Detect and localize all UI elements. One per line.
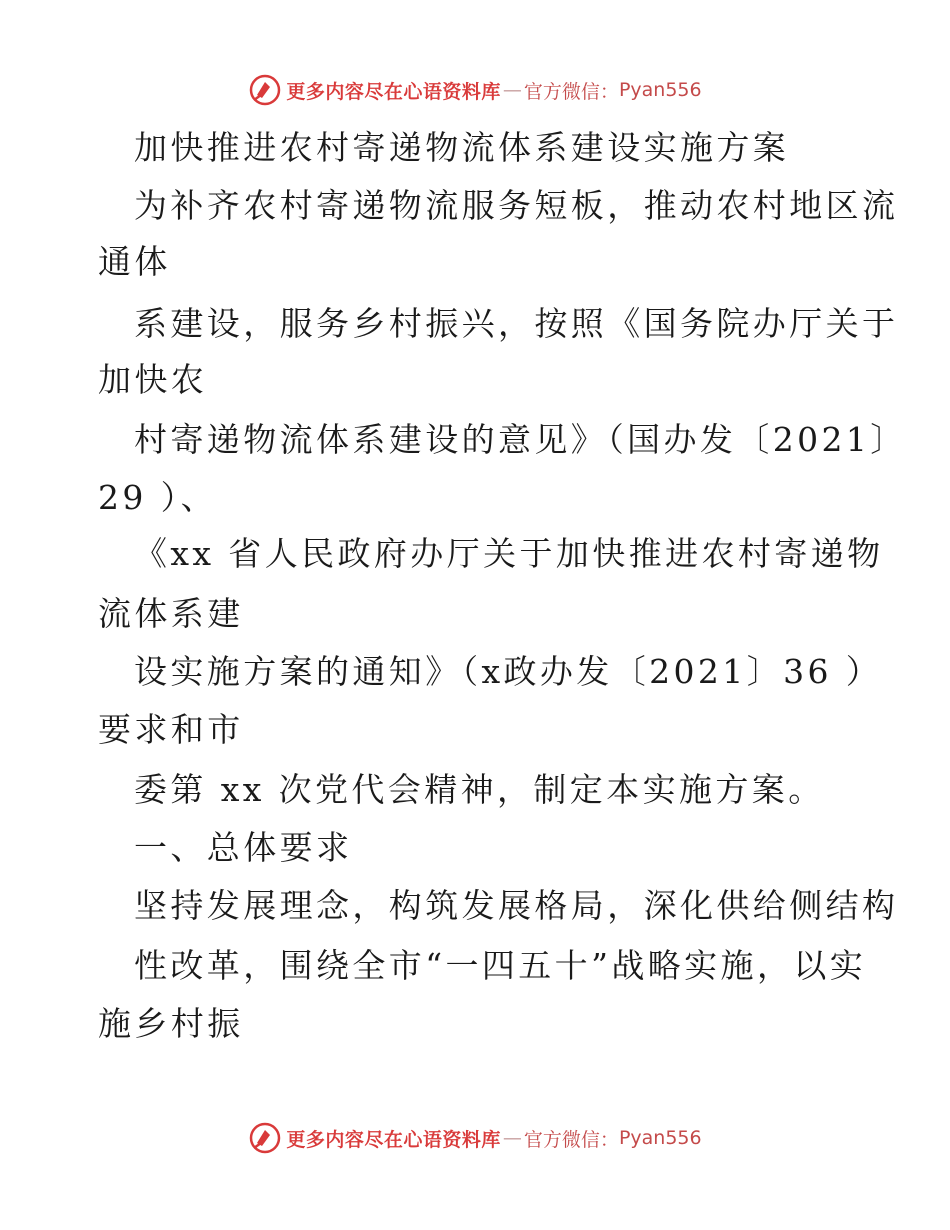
paragraph-line: 委第 xx 次党代会精神，制定本实施方案。 xyxy=(134,770,825,809)
paragraph-line: 坚持发展理念，构筑发展格局，深化供给侧结构 xyxy=(134,886,899,925)
document-title: 加快推进农村寄递物流体系建设实施方案 xyxy=(134,128,790,167)
book-quill-logo-icon xyxy=(248,1121,282,1155)
paragraph-line: 29 ）、 xyxy=(98,478,217,517)
watermark-separator: — xyxy=(502,1127,522,1149)
paragraph-line: 性改革，围绕全市“一四五十”战略实施，以实 xyxy=(134,946,867,985)
watermark-text: 更多内容尽在心语资料库 xyxy=(286,1128,501,1151)
paragraph-line: 系建设，服务乡村振兴，按照《国务院办厅关于 xyxy=(134,304,899,343)
paragraph-line: 要求和市 xyxy=(98,710,244,749)
watermark-wechat-id: Pyan556 xyxy=(618,1127,702,1149)
paragraph-line: 村寄递物流体系建设的意见》（国办发〔2021〕 xyxy=(134,420,907,459)
book-quill-logo-icon xyxy=(248,73,282,107)
watermark-banner-top xyxy=(0,70,950,110)
paragraph-line: 通体 xyxy=(98,242,171,281)
watermark-wechat-label: 官方微信： xyxy=(523,1128,619,1151)
paragraph-line: 流体系建 xyxy=(98,594,244,633)
watermark-banner-bottom xyxy=(0,1118,950,1158)
section-heading: 一、总体要求 xyxy=(134,828,353,867)
paragraph-line: 为补齐农村寄递物流服务短板，推动农村地区流 xyxy=(134,186,899,225)
paragraph-line: 加快农 xyxy=(98,360,208,399)
watermark-separator: — xyxy=(502,79,522,101)
paragraph-line: 设实施方案的通知》（x政办发〔2021〕36 ） xyxy=(134,652,883,691)
watermark-text: 更多内容尽在心语资料库 xyxy=(286,80,501,103)
paragraph-line: 《xx 省人民政府办厅关于加快推进农村寄递物 xyxy=(134,534,884,573)
watermark-wechat-label: 官方微信： xyxy=(523,80,619,103)
paragraph-line: 施乡村振 xyxy=(98,1004,244,1043)
watermark-wechat-id: Pyan556 xyxy=(618,79,702,101)
